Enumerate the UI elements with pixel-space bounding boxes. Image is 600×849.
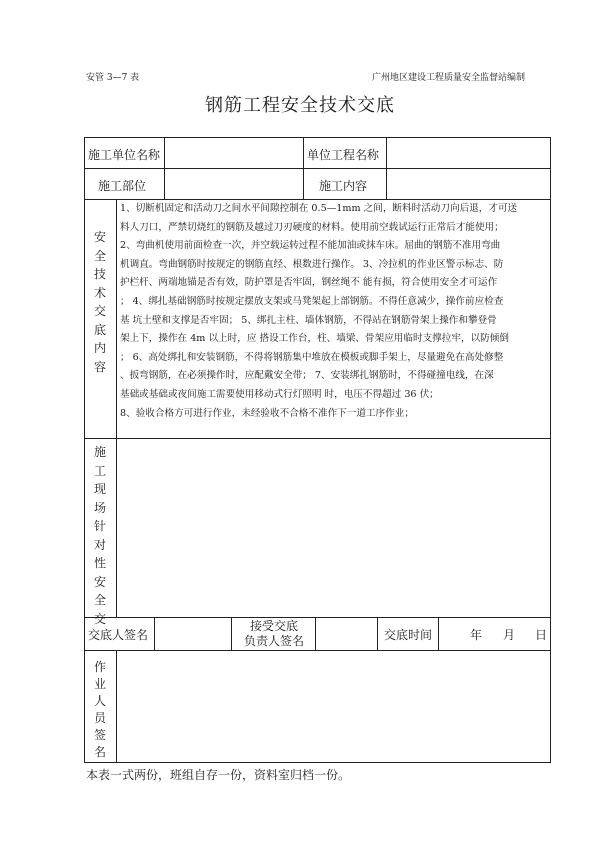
safety-disclosure-label: 安全技术交底内容 [93, 230, 106, 374]
safety-line: 料人刀口，严禁切烧红的钢筋及越过刀刃硬度的材料。使用前空载试运行正常后才能使用； [120, 221, 504, 233]
safety-line: 架上下，操作在 4m 以上时，应 搭设工作台，柱、墙梁、骨架应用临时支撑拉牢，以防倾倒 [120, 333, 509, 345]
safety-line: 8、验收合格方可进行作业，未经验收不合格不准作下一道工序作业； [120, 407, 414, 419]
form-code: 安管 3—7 表 [86, 73, 140, 83]
project-name-label: 单位工程名称 [307, 147, 380, 162]
safety-line: ； 4、绑扎基础钢筋时按规定摆放支架或马凳架起上部钢筋。不得任意减少，操作前应检查 [120, 295, 504, 307]
safety-line: 机调直。弯曲钢筋时按规定的钢筋直经、根数进行操作。 3、冷拉机的作业区警示标志、防 [120, 258, 504, 270]
disclosure-time-label: 交底时间 [384, 628, 433, 642]
unit-name-label: 施工单位名称 [88, 147, 161, 162]
issuer-text: 广州地区建设工程质量安全监督站编制 [372, 73, 526, 83]
receiver-label-line1: 接受交底 [249, 619, 298, 633]
receiver-signature-label [233, 619, 315, 649]
month-label: 月 [503, 628, 516, 642]
construction-dept-field[interactable] [166, 171, 302, 199]
project-name-field[interactable] [388, 140, 548, 168]
safety-line: 2、弯曲机使用前面检查一次，并空载运转过程不能加油或抹车床。屈曲的钢筋不准用弯曲 [120, 240, 501, 252]
safety-line: 护栏杆、两端地锚是否有效，防护罩是否牢固，钢丝绳不 能有损，符合使用安全才可运作 [120, 277, 498, 289]
safety-line: 基 坑土壁和支撑是否牢固； 5、绑扎主柱、墙体钢筋，不得站在钢筋骨架上操作和攀登骨 [120, 314, 497, 326]
unit-name-field[interactable] [166, 140, 302, 168]
discloser-signature-field[interactable] [156, 619, 230, 650]
worker-signature-field[interactable] [118, 652, 548, 760]
safety-line: 、扳弯钢筋，在必须操作时，应配戴安全带； 7、安装绑扎钢筋时，不得碰撞电线，在深 [120, 370, 494, 382]
year-label: 年 [470, 628, 483, 642]
safety-line: 基础或基础或夜间施工需要使用移动式行灯照明 时，电压不得超过 36 伏； [120, 388, 439, 400]
site-specific-label: 施工现场针对性安全交 [93, 445, 106, 626]
discloser-signature-label: 交底人签名 [88, 628, 149, 642]
receiver-signature-field[interactable] [317, 619, 376, 650]
worker-signature-label: 作业人员签名 [93, 660, 106, 759]
footer-note: 本表一式两份，班组自存一份，资料室归档一份。 [86, 768, 351, 782]
safety-line: ； 6、高处绑扎和安装钢筋，不得将钢筋集中堆放在模板或脚手架上，尽量避免在高处修整 [120, 351, 504, 363]
receiver-label-line2: 负责人签名 [243, 634, 304, 648]
construction-dept-label: 施工部位 [98, 178, 147, 193]
construction-content-field[interactable] [388, 171, 548, 199]
disclosure-date-field[interactable] [440, 619, 548, 650]
site-specific-field[interactable] [118, 440, 548, 616]
page-title: 钢筋工程安全技术交底 [205, 95, 395, 116]
construction-content-label: 施工内容 [319, 178, 368, 193]
safety-content [120, 200, 548, 423]
safety-line: 1、切断机固定和活动刀之间水平间隙控制在 0.5—1mm 之间，断料时活动刀向后退，才可送 [120, 203, 518, 214]
day-label: 日 [535, 628, 548, 642]
